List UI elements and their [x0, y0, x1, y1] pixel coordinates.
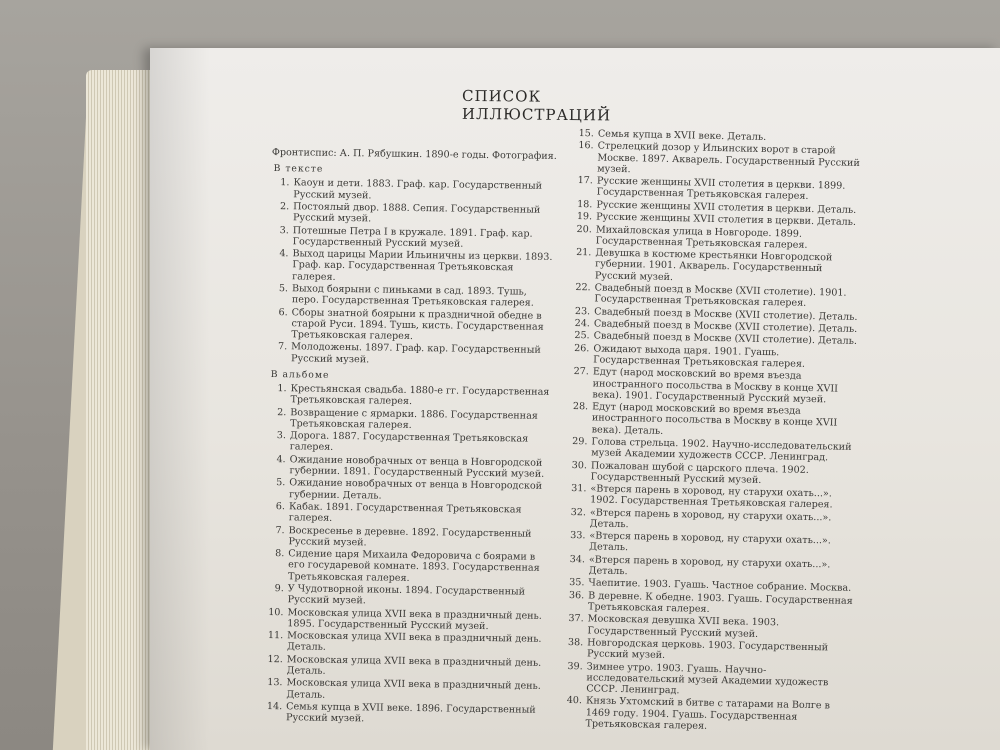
- entry-text: Ожидание новобрачных от венца в Новгородской губернии. 1891. Государственный Русский музей.: [289, 454, 545, 480]
- entry-number: 22.: [575, 281, 591, 294]
- entry-number: 6.: [275, 501, 286, 513]
- entry-number: 3.: [276, 430, 287, 442]
- list-item: [265, 606, 551, 632]
- entry-text: Свадебный поезд в Москве (XVII столетие). Деталь.: [593, 318, 858, 335]
- entry-number: 4.: [279, 248, 289, 260]
- list-item: [271, 177, 557, 203]
- entry-number: 17.: [577, 175, 594, 187]
- entry-number: 16.: [578, 140, 594, 152]
- entry-number: 24.: [574, 317, 591, 330]
- entry-text: Московская улица XVII века в праздничный день. Деталь.: [286, 677, 541, 701]
- entry-number: 12.: [267, 653, 283, 665]
- entry-number: 27.: [573, 366, 590, 378]
- list-item: [570, 401, 863, 441]
- entry-text: Голова стрельца. 1902. Научно-исследовательский музей Академии художеств СССР. Ленинград.: [591, 436, 852, 464]
- entry-text: Потешные Петра I в кружале. 1891. Граф. кар. Государственный Русский музей.: [292, 224, 533, 250]
- entry-number: 23.: [574, 305, 591, 317]
- list-item: [570, 366, 863, 406]
- section-heading: В альбоме: [270, 368, 330, 381]
- entry-text: Московская улица XVII века в праздничный день. Деталь.: [286, 653, 542, 677]
- list-item: [267, 477, 553, 503]
- entry-text: Выход боярыни с пиньками в сад. 1893. Тушь, перо. Государственная Третьяковская галерея.: [291, 283, 534, 309]
- entry-number: 35.: [569, 577, 585, 589]
- entry-text: Русские женщины XVII столетия в церкви. Деталь.: [596, 211, 857, 229]
- list-item: [267, 501, 553, 527]
- entry-number: 26.: [574, 342, 590, 355]
- entry-text: Свадебный поезд в Москве (XVII столетие). Деталь.: [593, 330, 858, 348]
- entry-number: 2.: [277, 406, 287, 418]
- list-item: [564, 661, 857, 701]
- entry-text: Московская девушка XVII века. 1903. Государственный Русский музей.: [587, 613, 780, 640]
- list-item: [265, 630, 551, 656]
- entry-text: Дорога. 1887. Государственная Третьяковская галерея.: [289, 430, 529, 454]
- entry-text: Чаепитие. 1903. Гуашь. Частное собрание. Москва.: [588, 577, 852, 595]
- list-item: [264, 677, 550, 703]
- list-item: [573, 247, 866, 287]
- section-heading: В тексте: [273, 163, 324, 175]
- entry-number: 39.: [567, 660, 583, 672]
- entry-number: 31.: [571, 483, 587, 495]
- entry-number: 13.: [267, 677, 283, 689]
- entry-number: 28.: [572, 401, 589, 413]
- entry-text: «Втерся парень в хоровод, ну старухи охать...». Деталь.: [588, 554, 831, 578]
- entry-text: Новгородская церковь. 1903. Государственный Русский музей.: [586, 637, 829, 662]
- entry-number: 34.: [569, 553, 586, 566]
- entry-text: У Чудотворной иконы. 1894. Государственный Русский музей.: [287, 583, 526, 607]
- entry-number: 21.: [576, 247, 592, 259]
- entry-text: Ожидают выхода царя. 1901. Гуашь. Государственная Третьяковская галерея.: [593, 343, 806, 370]
- list-item: [266, 583, 552, 609]
- section-entries: [264, 383, 555, 727]
- entry-number: 25.: [574, 330, 590, 342]
- entry-text: Воскресенье в деревне. 1892. Государственный Русский музей.: [288, 524, 532, 549]
- entry-number: 38.: [567, 636, 584, 649]
- entry-text: Пожалован шубой с царского плеча. 1902. Государственный Русский музей.: [590, 459, 809, 486]
- list-item: [266, 548, 552, 586]
- list-item: [265, 654, 551, 680]
- list-item: [266, 525, 552, 551]
- entry-number: 32.: [570, 506, 587, 518]
- list-item: [271, 201, 557, 227]
- right-column: [563, 128, 868, 736]
- entry-number: 40.: [566, 695, 583, 707]
- entry-number: 11.: [267, 630, 284, 642]
- entry-text: Сборы знатной боярыни к праздничной обедне в старой Руси. 1894. Тушь, кисть. Государственная Третьяковская галерея.: [291, 306, 544, 342]
- entry-text: Едут (народ московский во время въезда иностранного посольства в Москву в конце XVII века). Деталь.: [591, 401, 838, 437]
- section-entries: [269, 177, 558, 367]
- frontispiece-entry: Фронтиспис: А. П. Рябушкин. 1890-е годы. Фотография.: [271, 147, 557, 162]
- entry-text: Постоялый двор. 1888. Сепия. Государственный Русский музей.: [292, 201, 541, 225]
- entry-number: 29.: [572, 435, 588, 448]
- entry-text: Кабак. 1891. Государственная Третьяковская галерея.: [288, 501, 522, 525]
- entry-text: Семья купца в XVII веке. 1896. Государственный Русский музей.: [285, 701, 536, 725]
- entry-text: Стрелецкий дозор у Ильинских ворот в старой Москве. 1897. Акварель. Государственный Русский музей.: [597, 140, 860, 175]
- list-item: [269, 341, 555, 367]
- entry-number: 1.: [280, 177, 290, 189]
- entry-number: 1.: [277, 383, 287, 395]
- entry-text: В деревне. К обедне. 1903. Гуашь. Государственная Третьяковская галерея.: [587, 590, 853, 615]
- list-item: [268, 430, 554, 456]
- entry-number: 36.: [568, 589, 585, 602]
- entry-text: Русские женщины XVII столетия в церкви. 1899. Государственная Третьяковская галерея.: [596, 175, 846, 203]
- entry-text: Молодожены. 1897. Граф. кар. Государственный Русский музей.: [290, 341, 541, 365]
- list-item: [270, 248, 556, 286]
- entry-text: Ожидание новобрачных от венца в Новгородской губернии. Деталь.: [289, 477, 543, 502]
- entry-number: 18.: [577, 198, 593, 211]
- entry-number: 5.: [278, 283, 289, 295]
- entry-number: 19.: [576, 211, 593, 223]
- entry-text: Выход царицы Марии Ильиничны из церкви. 1893. Граф. кар. Государственная Третьяковская галерея.: [292, 248, 553, 283]
- list-item: [264, 701, 550, 727]
- page-title: СПИСОК ИЛЛЮСТРАЦИЙ: [461, 86, 612, 125]
- entry-text: Сидение царя Михаила Федоровича с боярами в его государевой комнате. 1893. Государственная Третьяковская галерея.: [287, 548, 540, 584]
- entry-number: 20.: [576, 223, 592, 235]
- entry-number: 7.: [275, 524, 285, 536]
- entry-list: [563, 128, 868, 735]
- entry-text: Каоун и дети. 1883. Граф. кар. Государственный Русский музей.: [293, 177, 543, 202]
- list-item: [270, 283, 556, 309]
- section-list: [264, 163, 558, 727]
- entry-number: 30.: [571, 459, 588, 471]
- entry-number: 14.: [266, 700, 283, 713]
- entry-text: Зимнее утро. 1903. Гуашь. Научно-исследовательский музей Академии художеств СССР. Ленинград.: [586, 660, 829, 697]
- entry-text: Семья купца в XVII веке. Деталь.: [597, 128, 767, 143]
- entry-text: Едут (народ московский во время въезда иностранного посольства в Москву в конце XVII века). 1901. Государственный Русский музей.: [592, 366, 839, 406]
- left-column: [264, 147, 558, 728]
- entry-number: 9.: [274, 583, 284, 595]
- list-item: [575, 140, 868, 180]
- list-item: [271, 225, 557, 251]
- entry-text: Крестьянская свадьба. 1880-е гг. Государственная Третьяковская галерея.: [290, 383, 550, 408]
- entry-number: 4.: [276, 453, 286, 465]
- entry-number: 33.: [570, 530, 586, 542]
- entry-text: Московская улица XVII века в праздничный день. 1895. Государственный Русский музей.: [287, 606, 542, 632]
- entry-text: Свадебный поезд в Москве (XVII столетие). 1901. Государственная Третьяковская галерея.: [594, 282, 847, 310]
- list-item: [267, 454, 553, 480]
- entry-text: «Втерся парень в хоровод, ну старухи охать...». 1902. Государственная Третьяковская галерея.: [590, 483, 833, 511]
- entry-number: 7.: [277, 341, 288, 353]
- entry-number: 3.: [279, 224, 289, 236]
- entry-text: Русские женщины XVII столетия в церкви. Деталь.: [596, 199, 857, 216]
- entry-number: 15.: [578, 128, 594, 140]
- entry-text: Московская улица XVII века в праздничный день. Деталь.: [286, 630, 542, 654]
- entry-number: 2.: [279, 201, 290, 213]
- list-item: [268, 407, 554, 433]
- entry-text: Возвращение с ярмарки. 1886. Государственная Третьяковская галерея.: [290, 406, 538, 431]
- page-fold-shadow: [150, 48, 210, 750]
- entry-text: «Втерся парень в хоровод, ну старухи охать...». Деталь.: [589, 530, 832, 554]
- page-edges: [86, 70, 156, 750]
- entry-number: 37.: [568, 613, 584, 625]
- entry-text: Свадебный поезд в Москве (XVII столетие). Деталь.: [594, 305, 858, 323]
- entry-text: Девушка в костюме крестьянки Новгородской губернии. 1901. Акварель. Государственный Русский музей.: [594, 247, 833, 283]
- entry-number: 6.: [278, 306, 288, 318]
- list-item: [269, 307, 555, 345]
- entry-number: 8.: [275, 548, 285, 560]
- entry-text: Михайловская улица в Новгороде. 1899. Государственная Третьяковская галерея.: [595, 224, 808, 251]
- list-item: [268, 383, 554, 409]
- entry-text: Князь Ухтомский в битве с татарами на Волге в 1469 году. 1904. Гуашь. Государственная Третьяковская галерея.: [585, 695, 831, 732]
- entry-text: «Втерся парень в хоровод, ну старухи охать...». Деталь.: [589, 507, 832, 531]
- list-item: [563, 695, 856, 735]
- entry-number: 10.: [268, 606, 284, 618]
- entry-number: 5.: [276, 477, 286, 489]
